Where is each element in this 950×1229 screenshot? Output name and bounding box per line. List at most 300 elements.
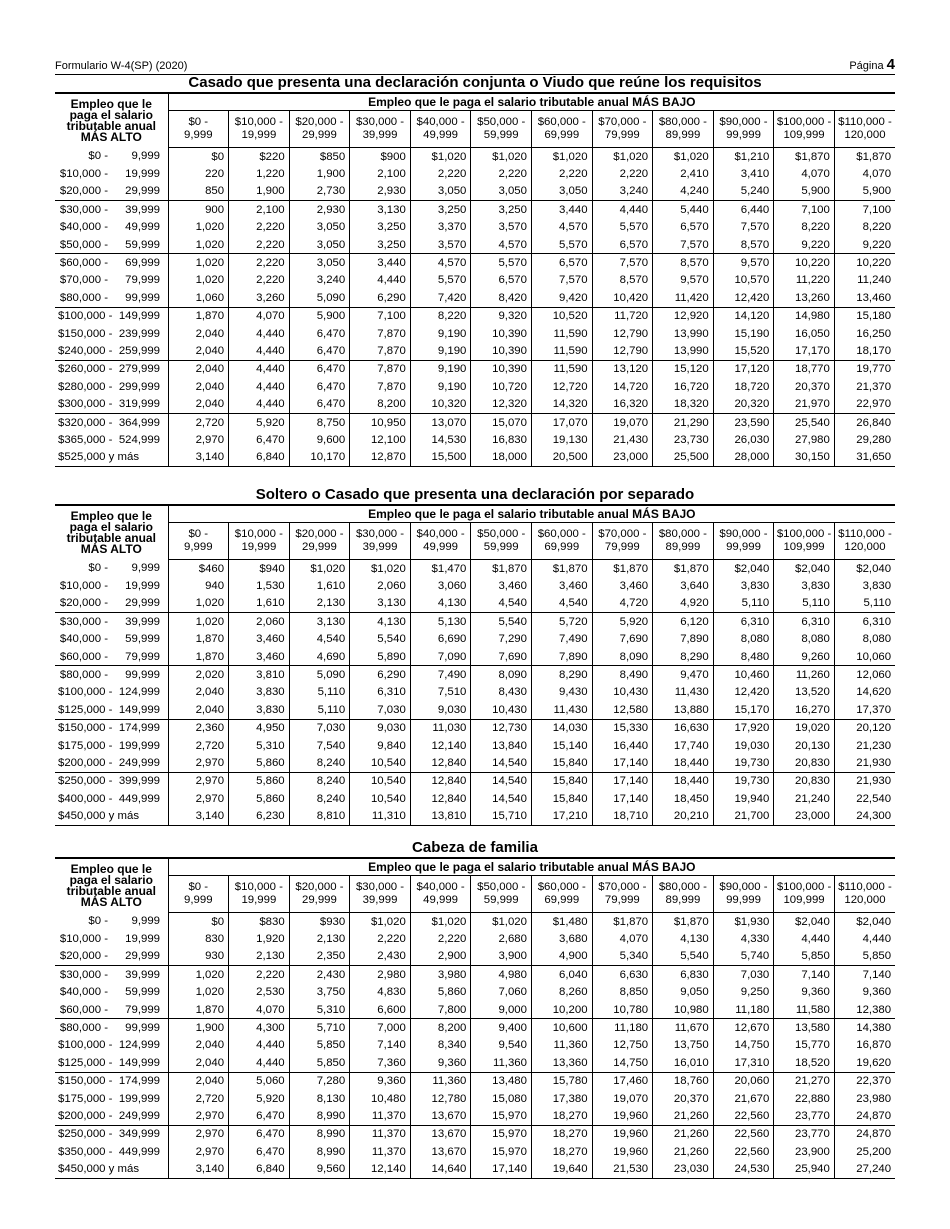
table-cell: 11,670	[653, 1019, 714, 1037]
column-header-from: $20,000 -	[295, 881, 344, 893]
table-cell: 15,190	[713, 325, 774, 342]
head-of-household-table	[55, 857, 895, 1179]
column-header	[350, 111, 411, 148]
table-cell: $2,040	[834, 913, 895, 931]
table-cell: 4,070	[592, 930, 653, 947]
row-label	[55, 1001, 168, 1019]
table-cell: 2,220	[531, 165, 592, 182]
table-cell: 5,110	[289, 684, 350, 701]
table-cell: 5,850	[774, 948, 835, 966]
table-row	[55, 413, 895, 431]
table-cell: $2,040	[774, 560, 835, 578]
row-label-to: 19,999	[125, 933, 160, 946]
table-cell: 3,810	[229, 666, 290, 684]
table-cell: 14,540	[471, 754, 532, 772]
row-label-from: $150,000 -	[58, 1075, 113, 1088]
table-cell: 7,690	[592, 631, 653, 648]
table-cell: 9,190	[410, 325, 471, 342]
table-cell: 14,120	[713, 307, 774, 325]
table-cell: $1,870	[834, 148, 895, 166]
column-header-to: 39,999	[362, 541, 398, 553]
row-header-line: paga el salario	[69, 873, 153, 888]
table-cell: 10,060	[834, 648, 895, 666]
table-cell: $1,870	[471, 560, 532, 578]
row-label-to: 349,999	[118, 1128, 160, 1141]
table-cell: 3,460	[592, 577, 653, 594]
table-cell: 7,890	[531, 648, 592, 666]
table-cell: 4,440	[229, 325, 290, 342]
table-cell: 4,570	[471, 236, 532, 254]
table-cell: 2,040	[168, 1054, 229, 1072]
table-cell: 5,860	[410, 984, 471, 1001]
table-cell: 9,600	[289, 431, 350, 448]
table-cell: 23,770	[774, 1125, 835, 1143]
table-cell: 20,500	[531, 449, 592, 467]
row-label-to: 99,999	[125, 669, 160, 682]
table-cell: 8,220	[834, 219, 895, 236]
table-cell: 7,870	[350, 360, 411, 378]
table-cell: $1,020	[410, 148, 471, 166]
column-header-from: $0 -	[188, 116, 209, 128]
row-label-from: $10,000 -	[59, 580, 108, 593]
table-cell: 10,540	[350, 772, 411, 790]
table-cell: 3,260	[229, 289, 290, 307]
column-group-header: Empleo que le paga el salario tributable anual MÁS BAJO	[168, 858, 895, 876]
table-cell: 12,790	[592, 325, 653, 342]
table-cell: 11,310	[350, 807, 411, 825]
table-cell: 2,930	[289, 201, 350, 219]
table-cell: 8,200	[410, 1019, 471, 1037]
table-cell: 13,460	[834, 289, 895, 307]
table-cell: 7,570	[713, 219, 774, 236]
table-cell: 27,240	[834, 1160, 895, 1178]
table-cell: 7,100	[350, 307, 411, 325]
table-cell: 3,680	[531, 930, 592, 947]
row-label-from: $10,000 -	[59, 168, 108, 181]
table-cell: 5,130	[410, 613, 471, 631]
row-label-from: $450,000 y más	[58, 1163, 140, 1176]
table-cell: 8,220	[774, 219, 835, 236]
column-header	[531, 523, 592, 560]
row-header-line: Empleo que le	[70, 862, 152, 877]
table-cell: 7,140	[834, 966, 895, 984]
table-cell: 7,090	[410, 648, 471, 666]
table-cell: $1,020	[410, 913, 471, 931]
table-cell: 1,020	[168, 595, 229, 613]
table-cell: 3,050	[289, 219, 350, 236]
row-label-to: 39,999	[125, 615, 160, 628]
table-cell: 16,270	[774, 701, 835, 719]
table-cell: 15,970	[471, 1125, 532, 1143]
table-cell: 2,060	[350, 577, 411, 594]
table-cell: 17,120	[713, 360, 774, 378]
table-row	[55, 236, 895, 254]
section-title: Soltero o Casado que presenta una declaración por separado	[255, 486, 695, 503]
row-label	[55, 395, 168, 413]
table-row	[55, 684, 895, 701]
table-row	[55, 560, 895, 578]
table-cell: 2,970	[168, 1143, 229, 1160]
table-cell: 11,720	[592, 307, 653, 325]
table-cell: 9,190	[410, 342, 471, 360]
table-cell: 3,130	[289, 613, 350, 631]
table-cell: 23,000	[774, 807, 835, 825]
table-cell: 6,570	[653, 219, 714, 236]
table-cell: $0	[168, 913, 229, 931]
row-label-from: $40,000 -	[59, 986, 108, 999]
table-cell: 1,870	[168, 631, 229, 648]
table-cell: 12,750	[592, 1037, 653, 1054]
table-cell: $1,020	[653, 148, 714, 166]
table-cell: 3,240	[289, 272, 350, 289]
column-header-from: $90,000 -	[719, 528, 768, 540]
table-cell: 25,540	[774, 413, 835, 431]
table-cell: 4,070	[229, 1001, 290, 1019]
table-cell: 2,040	[168, 701, 229, 719]
table-cell: 11,220	[774, 272, 835, 289]
table-cell: $0	[168, 148, 229, 166]
table-cell: 4,570	[410, 254, 471, 272]
table-cell: 10,390	[471, 325, 532, 342]
table-cell: 11,580	[774, 1001, 835, 1019]
table-cell: 7,290	[471, 631, 532, 648]
table-cell: 4,690	[289, 648, 350, 666]
table-cell: 6,470	[289, 342, 350, 360]
table-cell: 8,220	[410, 307, 471, 325]
table-cell: 5,570	[531, 236, 592, 254]
table-cell: 19,030	[713, 737, 774, 754]
table-cell: 14,750	[713, 1037, 774, 1054]
row-header-line: tributable anual	[66, 119, 156, 134]
table-cell: 11,260	[774, 666, 835, 684]
table-cell: 10,420	[592, 289, 653, 307]
table-cell: 12,670	[713, 1019, 774, 1037]
table-row	[55, 342, 895, 360]
row-label-from: $525,000 y más	[58, 451, 140, 464]
table-cell: 4,440	[229, 1054, 290, 1072]
column-header-from: $80,000 -	[658, 528, 707, 540]
row-label-from: $250,000 -	[58, 1128, 113, 1141]
table-cell: 7,690	[471, 648, 532, 666]
row-label-to: 299,999	[118, 380, 160, 393]
table-cell: $220	[229, 148, 290, 166]
row-label-from: $240,000 -	[58, 344, 113, 357]
table-cell: 25,200	[834, 1143, 895, 1160]
table-cell: 6,840	[229, 449, 290, 467]
table-cell: 4,300	[229, 1019, 290, 1037]
table-cell: 18,270	[531, 1143, 592, 1160]
table-cell: 6,470	[289, 360, 350, 378]
table-cell: 2,040	[168, 1037, 229, 1054]
row-label-to: 239,999	[118, 327, 160, 340]
table-cell: 31,650	[834, 449, 895, 467]
column-header-from: $100,000 -	[776, 116, 832, 128]
row-header-line: Empleo que le	[70, 97, 152, 112]
table-cell: 12,790	[592, 342, 653, 360]
table-cell: 19,960	[592, 1125, 653, 1143]
table-cell: 4,440	[229, 342, 290, 360]
table-cell: 20,060	[713, 1072, 774, 1090]
column-header-to: 99,999	[726, 129, 761, 141]
row-header-line: paga el salario	[69, 108, 153, 123]
column-header-to: 79,999	[604, 129, 640, 141]
row-label-to: 149,999	[118, 1056, 160, 1069]
table-cell: 2,040	[168, 342, 229, 360]
table-cell: 6,570	[471, 272, 532, 289]
table-cell: 25,500	[653, 449, 714, 467]
column-header-from: $100,000 -	[776, 881, 832, 893]
table-cell: 2,900	[410, 948, 471, 966]
table-cell: 2,730	[289, 183, 350, 201]
row-label	[55, 413, 168, 431]
row-label-to: 364,999	[118, 416, 160, 429]
table-cell: $1,020	[531, 148, 592, 166]
table-cell: 7,870	[350, 325, 411, 342]
column-header-from: $100,000 -	[776, 528, 832, 540]
table-cell: 2,530	[229, 984, 290, 1001]
table-cell: 7,030	[350, 701, 411, 719]
table-row	[55, 701, 895, 719]
row-label-from: $150,000 -	[58, 327, 113, 340]
table-cell: 9,050	[653, 984, 714, 1001]
table-cell: $1,020	[471, 913, 532, 931]
row-header-line: tributable anual	[66, 531, 156, 546]
column-header-from: $40,000 -	[416, 881, 465, 893]
table-cell: 4,070	[774, 165, 835, 182]
table-cell: 15,970	[471, 1143, 532, 1160]
table-cell: 11,420	[653, 289, 714, 307]
row-header	[55, 858, 168, 913]
table-cell: 12,320	[471, 395, 532, 413]
row-label-from: $70,000 -	[59, 274, 108, 287]
table-cell: 2,220	[350, 930, 411, 947]
row-label-to: 174,999	[118, 722, 160, 735]
column-header-to: 69,999	[544, 894, 580, 906]
row-label-to: 99,999	[125, 291, 160, 304]
table-cell: 9,190	[410, 360, 471, 378]
table-cell: 9,360	[350, 1072, 411, 1090]
table-cell: 6,470	[289, 325, 350, 342]
table-cell: 850	[168, 183, 229, 201]
table-cell: 17,140	[471, 1160, 532, 1178]
row-label	[55, 254, 168, 272]
table-cell: 22,560	[713, 1125, 774, 1143]
table-cell: 7,140	[350, 1037, 411, 1054]
table-cell: 2,040	[168, 360, 229, 378]
table-cell: 8,430	[471, 684, 532, 701]
table-cell: 18,520	[774, 1054, 835, 1072]
row-label-to: 124,999	[118, 686, 160, 699]
table-cell: 4,440	[229, 1037, 290, 1054]
table-cell: 17,740	[653, 737, 714, 754]
table-cell: 6,290	[350, 289, 411, 307]
column-header	[229, 876, 290, 913]
row-label-from: $450,000 y más	[58, 810, 140, 823]
row-label	[55, 431, 168, 448]
table-cell: 5,090	[289, 289, 350, 307]
table-cell: 2,130	[229, 948, 290, 966]
column-header-from: $40,000 -	[416, 116, 465, 128]
column-header-to: 9,999	[184, 894, 213, 906]
table-cell: 5,570	[471, 254, 532, 272]
column-header-from: $90,000 -	[719, 116, 768, 128]
table-cell: 2,720	[168, 413, 229, 431]
row-label-from: $80,000 -	[59, 669, 108, 682]
row-label	[55, 595, 168, 613]
table-cell: 14,530	[410, 431, 471, 448]
column-header-to: 89,999	[665, 894, 701, 906]
table-cell: 9,320	[471, 307, 532, 325]
table-cell: 16,320	[592, 395, 653, 413]
table-row	[55, 631, 895, 648]
row-label-to: 99,999	[125, 1022, 160, 1035]
table-cell: 6,570	[531, 254, 592, 272]
column-header-to: 19,999	[241, 894, 277, 906]
table-cell: 1,870	[168, 648, 229, 666]
table-cell: 8,080	[713, 631, 774, 648]
table-cell: 1,610	[229, 595, 290, 613]
table-cell: 2,970	[168, 790, 229, 807]
row-label-to: 249,999	[118, 1109, 160, 1122]
table-cell: 9,840	[350, 737, 411, 754]
table-cell: 6,040	[531, 966, 592, 984]
table-row	[55, 737, 895, 754]
table-cell: 10,320	[410, 395, 471, 413]
table-row	[55, 1160, 895, 1178]
row-label-from: $200,000 -	[58, 1109, 113, 1122]
table-cell: 5,570	[410, 272, 471, 289]
table-cell: 2,220	[229, 254, 290, 272]
column-header	[471, 111, 532, 148]
column-header-to: 109,999	[783, 129, 825, 141]
table-cell: $1,470	[410, 560, 471, 578]
table-cell: 6,470	[229, 431, 290, 448]
married-joint-table-section	[55, 74, 895, 467]
column-header-from: $10,000 -	[234, 881, 283, 893]
table-cell: 23,000	[592, 449, 653, 467]
table-cell: 9,360	[410, 1054, 471, 1072]
table-cell: 12,840	[410, 772, 471, 790]
row-label	[55, 219, 168, 236]
table-row	[55, 666, 895, 684]
table-cell: 13,670	[410, 1107, 471, 1125]
table-cell: 4,440	[774, 930, 835, 947]
table-cell: 6,830	[653, 966, 714, 984]
table-cell: 10,600	[531, 1019, 592, 1037]
table-cell: 16,870	[834, 1037, 895, 1054]
column-header	[471, 876, 532, 913]
page-number: 4	[886, 56, 895, 73]
table-cell: 18,170	[834, 342, 895, 360]
column-header-to: 19,999	[241, 541, 277, 553]
table-cell: $1,870	[653, 913, 714, 931]
table-cell: 12,580	[592, 701, 653, 719]
column-header-to: 99,999	[726, 894, 761, 906]
table-cell: 15,520	[713, 342, 774, 360]
table-cell: 21,930	[834, 754, 895, 772]
table-cell: 10,170	[289, 449, 350, 467]
table-cell: 13,810	[410, 807, 471, 825]
table-row	[55, 948, 895, 966]
table-cell: 930	[168, 948, 229, 966]
row-label	[55, 913, 168, 931]
table-cell: 16,440	[592, 737, 653, 754]
table-cell: 20,320	[713, 395, 774, 413]
row-label-from: $20,000 -	[59, 185, 108, 198]
table-cell: 5,860	[229, 790, 290, 807]
column-header-from: $10,000 -	[234, 528, 283, 540]
column-header	[834, 876, 895, 913]
table-cell: 8,240	[289, 790, 350, 807]
table-cell: 3,570	[471, 219, 532, 236]
table-row	[55, 648, 895, 666]
table-cell: 5,920	[229, 1090, 290, 1107]
table-cell: 7,280	[289, 1072, 350, 1090]
table-cell: 1,020	[168, 966, 229, 984]
column-header	[289, 876, 350, 913]
row-label-to: 279,999	[118, 363, 160, 376]
table-cell: $1,930	[713, 913, 774, 931]
table-cell: 1,900	[168, 1019, 229, 1037]
table-cell: 5,900	[289, 307, 350, 325]
table-cell: 21,260	[653, 1143, 714, 1160]
table-cell: 5,890	[350, 648, 411, 666]
row-label-to: 524,999	[118, 433, 160, 446]
table-cell: 1,020	[168, 613, 229, 631]
page-label: Página	[849, 60, 884, 72]
table-cell: 15,970	[471, 1107, 532, 1125]
table-cell: 2,930	[350, 183, 411, 201]
column-header-from: $30,000 -	[355, 528, 405, 540]
table-cell: $1,870	[592, 913, 653, 931]
column-header	[713, 111, 774, 148]
table-cell: 23,590	[713, 413, 774, 431]
table-row	[55, 930, 895, 947]
table-cell: 4,900	[531, 948, 592, 966]
table-cell: 5,540	[653, 948, 714, 966]
table-cell: 15,840	[531, 790, 592, 807]
table-cell: 18,270	[531, 1107, 592, 1125]
table-cell: 1,220	[229, 165, 290, 182]
table-cell: 18,760	[653, 1072, 714, 1090]
table-cell: 8,290	[531, 666, 592, 684]
column-header-from: $70,000 -	[598, 528, 647, 540]
table-cell: 14,750	[592, 1054, 653, 1072]
table-cell: 3,250	[410, 201, 471, 219]
column-header	[713, 523, 774, 560]
table-cell: 24,530	[713, 1160, 774, 1178]
table-cell: 11,180	[592, 1019, 653, 1037]
table-cell: 6,470	[229, 1107, 290, 1125]
table-cell: 8,240	[289, 754, 350, 772]
table-cell: 3,050	[531, 183, 592, 201]
table-cell: 2,220	[229, 219, 290, 236]
table-cell: 15,120	[653, 360, 714, 378]
table-cell: 8,850	[592, 984, 653, 1001]
row-label	[55, 201, 168, 219]
table-cell: 13,070	[410, 413, 471, 431]
table-cell: 14,320	[531, 395, 592, 413]
table-cell: 2,220	[229, 236, 290, 254]
table-cell: 8,090	[592, 648, 653, 666]
table-cell: 12,100	[350, 431, 411, 448]
table-cell: 2,040	[168, 684, 229, 701]
table-cell: $1,480	[531, 913, 592, 931]
table-cell: 3,240	[592, 183, 653, 201]
table-cell: 1,530	[229, 577, 290, 594]
form-id: Formulario W-4(SP) (2020)	[55, 60, 188, 72]
column-header	[592, 876, 653, 913]
